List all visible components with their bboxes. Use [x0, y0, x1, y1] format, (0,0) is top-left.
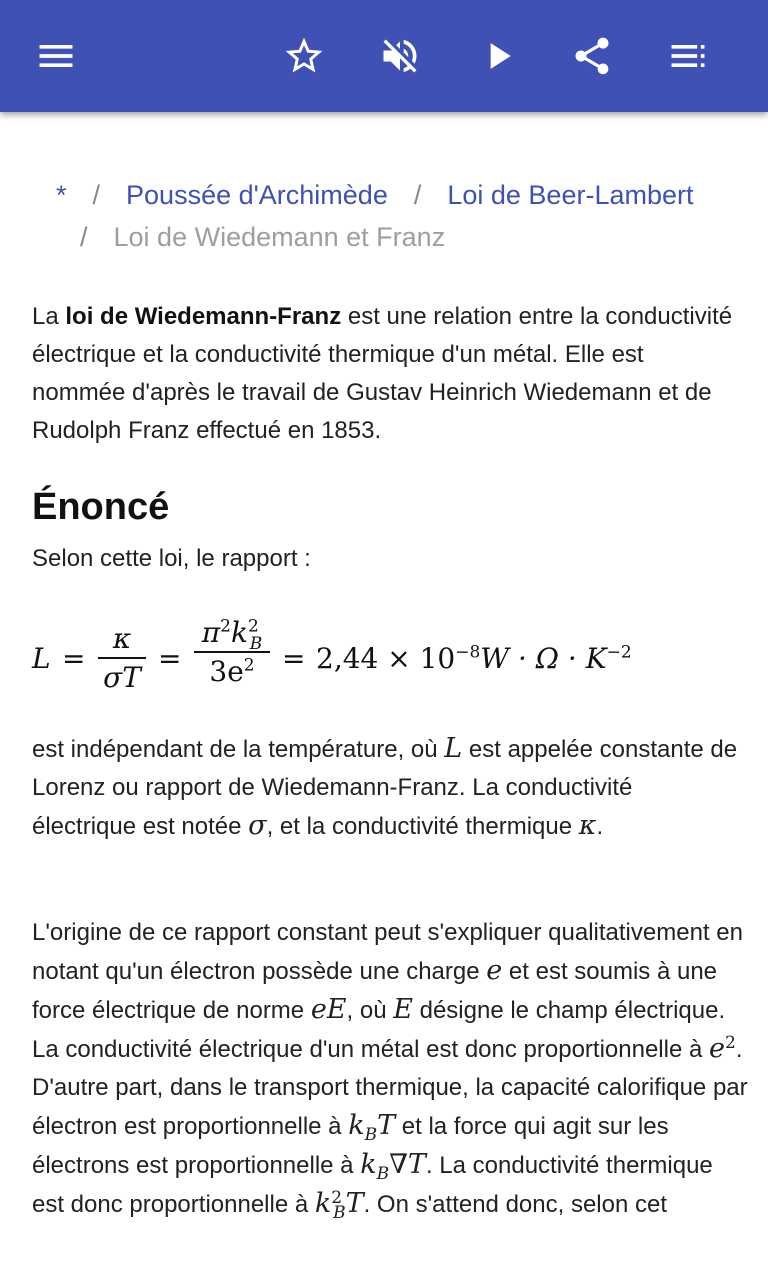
breadcrumb-separator: / [92, 180, 101, 210]
app-toolbar [0, 0, 768, 112]
breadcrumb-home[interactable]: * [56, 180, 67, 210]
breadcrumb-beer-lambert[interactable]: Loi de Beer-Lambert [447, 180, 694, 210]
article-content [0, 112, 768, 1280]
origin-paragraph: L'origine de ce rapport constant peut s'expliquer qualitativement en notant qu'un électron possède une charge e et est soumis à une force électrique de norme eE, où E désigne le champ électrique. La conductivité électrique d'un métal est donc proportionnelle à $e^2$. D'autre part, dans le transport thermique, la capacité calorifique par électron est proportionnelle à $k_BT$ et la force qui agit sur les électrons est proportionnelle à $k_B\nabla T$. La conductivité thermique est donc proportionnelle à $k^2_BT$. On s'attend donc, selon cet [32, 919, 748, 1223]
breadcrumb-separator: / [413, 180, 422, 210]
breadcrumb-current: Loi de Wiedemann et Franz [113, 222, 446, 252]
formula-L: L [32, 642, 51, 675]
menu-button[interactable] [24, 24, 88, 88]
formula-fraction-kappa-sigma: $\frac{\kappa}{\sigma T}$ [98, 622, 146, 694]
share-icon [570, 34, 614, 78]
volume-off-icon [378, 34, 422, 78]
breadcrumb-separator: / [80, 222, 88, 252]
formula-fraction-pi-k: $\frac{\pi^2k^2_B}{3e^2}$ [194, 616, 270, 688]
selon-paragraph: Selon cette loi, le rapport : [32, 545, 311, 572]
formula-eq: = [158, 642, 182, 675]
mute-button[interactable] [368, 24, 432, 88]
formula-eq: = [62, 642, 86, 675]
menu-icon [34, 34, 78, 78]
play-button[interactable] [466, 24, 530, 88]
section-title: Énoncé [32, 486, 170, 528]
breadcrumb-poussee-archimede[interactable]: Poussée d'Archimède [126, 180, 388, 210]
formula-value: $2,44 \times 10^{-8}W \cdot \Omega \cdot K^{-2}$ [316, 642, 632, 675]
table-of-contents-button[interactable] [656, 24, 720, 88]
playlist-icon [666, 34, 710, 78]
intro-paragraph: La loi de Wiedemann-Franz est une relation entre la conductivité électrique et la conductivité thermique d'un métal. Elle est nommée d'après le travail de Gustav Heinrich Wiedemann et de Rudolph Franz effectué en 1853. [32, 303, 733, 444]
formula-eq: = [282, 642, 306, 675]
share-button[interactable] [560, 24, 624, 88]
star-outline-icon [282, 34, 326, 78]
lorenz-formula [32, 608, 732, 712]
play-icon [476, 34, 520, 78]
lorenz-paragraph: est indépendant de la température, où L est appelée constante de Lorenz ou rapport de Wiedemann-Franz. La conductivité électrique est notée σ, et la conductivité thermique κ. [32, 733, 738, 841]
favorite-button[interactable] [272, 24, 336, 88]
intro-bold-term: loi de Wiedemann-Franz [65, 303, 342, 330]
